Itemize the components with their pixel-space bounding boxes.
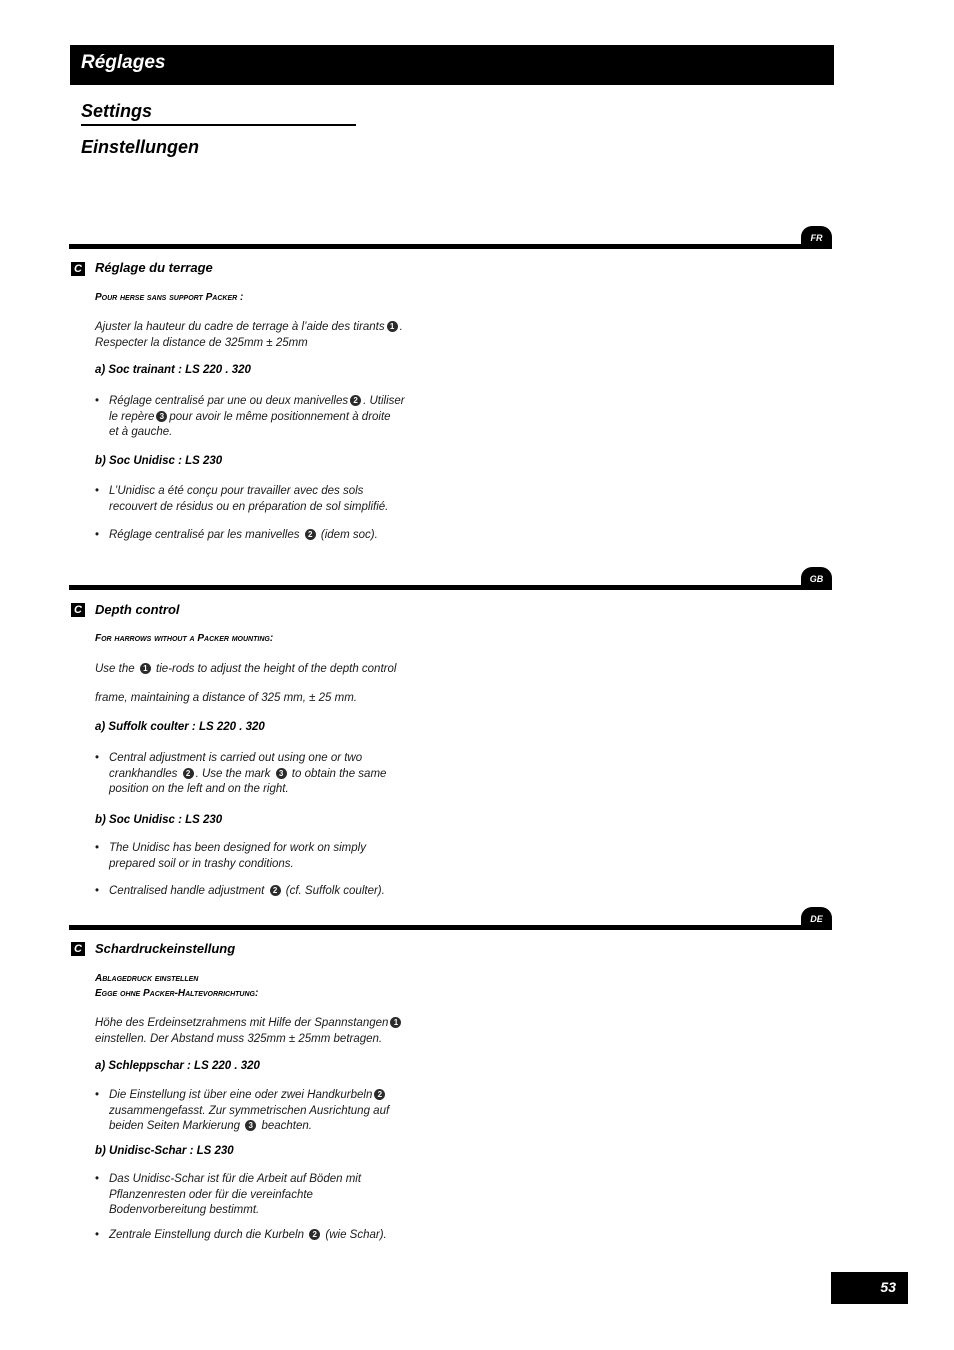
section-heading-fr: Réglage du terrage [95,260,213,275]
section-rule-fr [69,244,832,249]
subheading-gb-a: a) Suffolk coulter : LS 220 . 320 [95,721,265,733]
paragraph-de-1: Höhe des Erdeinsetzrahmens mit Hilfe der Spannstangen 1 einstellen. Der Abstand muss 325mm ± 25mm betragen. [95,1016,435,1047]
section-c-icon: C [71,942,85,956]
section-c-icon: C [71,262,85,276]
lang-badge-gb: GB [801,567,832,589]
paragraph-fr-1: Ajuster la hauteur du cadre de terrage à l’aide des tirants 1 . Respecter la distance de 325mm ± 25mm [95,321,403,349]
section-heading-gb: Depth control [95,602,180,617]
condition-line-de-1: Ablagedruck einstellen [95,973,199,984]
marker-1-icon: 1 [140,663,151,674]
subheading-de-a: a) Schleppschar : LS 220 . 320 [95,1060,260,1072]
marker-3-icon: 3 [156,411,167,422]
marker-1-icon: 1 [387,321,398,332]
condition-line-fr: Pour herse sans support Packer : [95,292,244,303]
header-bar [70,45,834,85]
marker-2-icon: 2 [374,1089,385,1100]
paragraph-gb-2: frame, maintaining a distance of 325 mm, ± 25 mm. [95,692,357,704]
marker-1-icon: 1 [390,1017,401,1028]
section-c-icon: C [71,603,85,617]
subtitle-settings: Settings [81,101,153,121]
page-number: 53 [880,1279,896,1295]
marker-2-icon: 2 [309,1229,320,1240]
marker-3-icon: 3 [245,1120,256,1131]
subheading-fr-a: a) Soc trainant : LS 220 . 320 [95,364,251,376]
condition-line-gb: For harrows without a Packer mounting: [95,633,274,644]
page-number-box [831,1272,908,1304]
marker-2-icon: 2 [183,768,194,779]
subtitle-divider [81,124,356,126]
subtitle-einstellungen: Einstellungen [81,137,200,157]
lang-badge-fr: FR [801,226,832,248]
subheading-gb-b: b) Soc Unidisc : LS 230 [95,814,223,826]
lang-badge-de: DE [801,907,832,929]
page-title: Réglages [81,52,166,73]
condition-line-de-2: Egge ohne Packer-Haltevorrichtung: [95,988,259,999]
section-rule-gb [69,585,832,590]
marker-2-icon: 2 [270,885,281,896]
marker-3-icon: 3 [276,768,287,779]
paragraph-gb-1: Use the 1 tie-rods to adjust the height of the depth control [95,663,397,675]
subheading-de-b: b) Unidisc-Schar : LS 230 [95,1145,234,1157]
marker-2-icon: 2 [305,529,316,540]
section-heading-de: Schardruckeinstellung [95,941,236,956]
section-rule-de [69,925,832,930]
subheading-fr-b: b) Soc Unidisc : LS 230 [95,455,223,467]
marker-2-icon: 2 [350,395,361,406]
